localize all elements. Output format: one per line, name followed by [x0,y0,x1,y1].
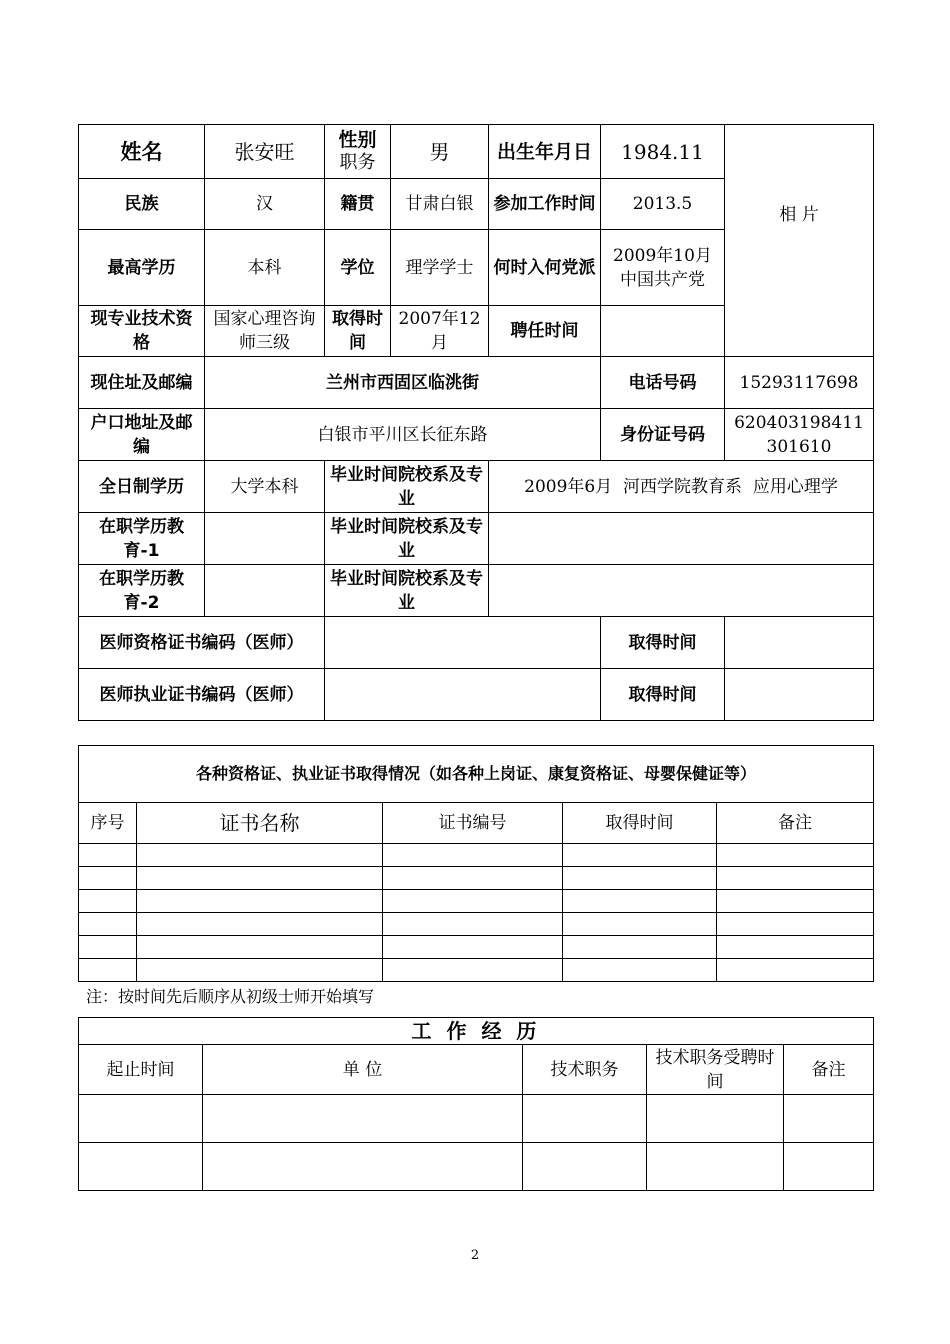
ethnicity-label: 民族 [79,179,205,230]
name-value: 张安旺 [205,125,325,179]
cell [79,890,137,913]
work-title: 工 作 经 历 [79,1018,874,1045]
work-start-label: 参加工作时间 [489,179,601,230]
certificates-table [78,745,874,982]
cell [523,1143,647,1191]
work-header-unit: 单 位 [203,1045,523,1095]
cell [383,959,563,982]
cell [79,844,137,867]
cell [717,913,874,936]
inservice1-label: 在职学历教育-1 [79,513,205,565]
cell [137,936,383,959]
work-start-value: 2013.5 [601,179,725,230]
table-row [79,913,874,936]
table-row [79,890,874,913]
inservice2-label: 在职学历教育-2 [79,565,205,617]
cert-header-name: 证书名称 [137,803,383,844]
degree-value: 理学学士 [391,230,489,306]
certificates-title: 各种资格证、执业证书取得情况（如各种上岗证、康复资格证、母婴保健证等） [79,746,874,803]
degree-label: 学位 [325,230,391,306]
phone-label: 电话号码 [601,357,725,409]
gender-value: 男 [391,125,489,179]
cell [563,890,717,913]
cert2-value [325,669,601,721]
cell [647,1143,784,1191]
qualification-value: 国家心理咨询师三级 [205,306,325,357]
cell [717,936,874,959]
cell [563,936,717,959]
grad-label-1: 毕业时间院校系及专业 [325,461,489,513]
table-row [79,1143,874,1191]
name-label: 姓名 [79,125,205,179]
personal-info-table [78,124,874,721]
inservice1-value [205,513,325,565]
cell [647,1095,784,1143]
cert2-label: 医师执业证书编码（医师） [79,669,325,721]
table-row [79,867,874,890]
cell [563,867,717,890]
cell [79,867,137,890]
cell [137,867,383,890]
cell [137,844,383,867]
fulltime-value: 大学本科 [205,461,325,513]
hukou-value: 白银市平川区长征东路 [205,409,601,461]
id-label: 身份证号码 [601,409,725,461]
phone-value: 15293117698 [725,357,874,409]
photo-box [725,125,874,357]
inservice1-grad-value [489,513,874,565]
work-header-title: 技术职务 [523,1045,647,1095]
table-row [79,844,874,867]
native-value: 甘肃白银 [391,179,489,230]
education-value: 本科 [205,230,325,306]
gender-label-2: 职务 [339,152,376,173]
ethnicity-value: 汉 [205,179,325,230]
table-row [79,936,874,959]
cell [563,844,717,867]
education-label: 最高学历 [79,230,205,306]
cell [563,913,717,936]
birth-label: 出生年月日 [489,125,601,179]
cert2-time-value [725,669,874,721]
cert1-label: 医师资格证书编码（医师） [79,617,325,669]
qualification-label: 现专业技术资格 [79,306,205,357]
gender-label-1: 性别 [338,129,377,151]
cell [79,913,137,936]
table-row [79,1095,874,1143]
fulltime-label: 全日制学历 [79,461,205,513]
cell [137,959,383,982]
cell [717,867,874,890]
cell [383,936,563,959]
certificates-note: 注：按时间先后顺序从初级士师开始填写 [86,987,375,1006]
cell [383,844,563,867]
cell [383,890,563,913]
cell [79,1143,203,1191]
party-value: 2009年10月中国共产党 [601,230,725,306]
table-row [79,959,874,982]
cell [563,959,717,982]
cell [79,936,137,959]
appoint-label: 聘任时间 [489,306,601,357]
cell [79,959,137,982]
cert-header-number: 证书编号 [383,803,563,844]
work-header-period: 起止时间 [79,1045,203,1095]
address-value: 兰州市西固区临洮街 [205,357,601,409]
native-label: 籍贯 [325,179,391,230]
party-label: 何时入何党派 [489,230,601,306]
cert-header-index: 序号 [79,803,137,844]
cert1-time-value [725,617,874,669]
cert2-time-label: 取得时间 [601,669,725,721]
cell [383,867,563,890]
work-header-remark: 备注 [784,1045,874,1095]
cert1-time-label: 取得时间 [601,617,725,669]
cell [203,1095,523,1143]
grad-value: 2009年6月 河西学院教育系 应用心理学 [489,461,874,513]
inservice2-value [205,565,325,617]
work-history-table [78,1017,874,1191]
cell [784,1143,874,1191]
cell [137,890,383,913]
cell [137,913,383,936]
cert-header-time: 取得时间 [563,803,717,844]
gender-label [325,125,391,179]
cert-header-remark: 备注 [717,803,874,844]
work-header-appoint: 技术职务受聘时间 [647,1045,784,1095]
obtain-value: 2007年12月 [391,306,489,357]
cell [717,844,874,867]
page-number: 2 [470,1248,480,1263]
photo-label: 相 片 [779,204,819,225]
cell [523,1095,647,1143]
birth-value: 1984.11 [601,125,725,179]
cell [784,1095,874,1143]
address-label: 现住址及邮编 [79,357,205,409]
cell [79,1095,203,1143]
cell [383,913,563,936]
cell [717,890,874,913]
grad-label-2: 毕业时间院校系及专业 [325,513,489,565]
cell [717,959,874,982]
hukou-label: 户口地址及邮编 [79,409,205,461]
cert1-value [325,617,601,669]
id-value: 620403198411301610 [725,409,874,461]
appoint-value [601,306,725,357]
grad-label-3: 毕业时间院校系及专业 [325,565,489,617]
obtain-label: 取得时间 [325,306,391,357]
inservice2-grad-value [489,565,874,617]
cell [203,1143,523,1191]
